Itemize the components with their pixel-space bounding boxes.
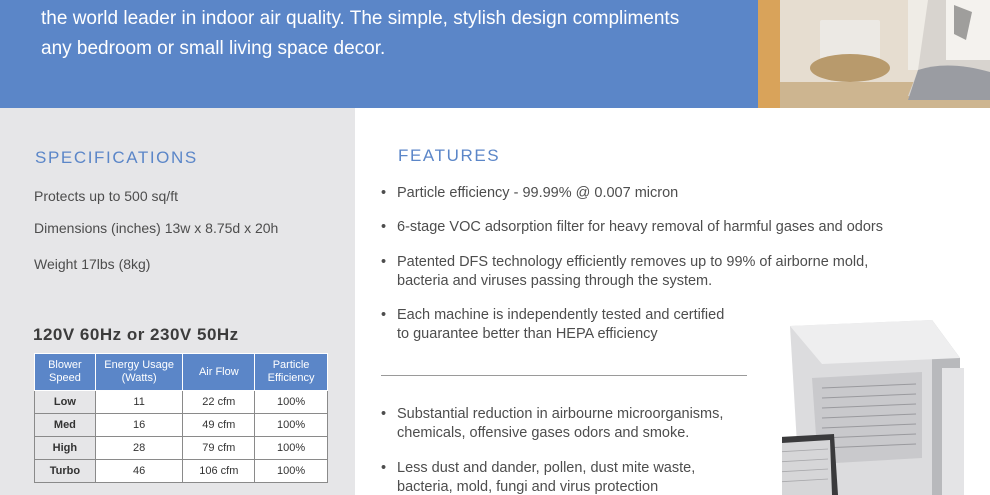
table-cell: 28: [95, 437, 183, 460]
table-row: [35, 414, 328, 437]
table-cell: 100%: [255, 460, 328, 483]
table-cell: 11: [95, 391, 183, 414]
table-cell: 16: [95, 414, 183, 437]
voltage-heading: 120V 60Hz or 230V 50Hz: [33, 325, 239, 344]
feature-text: Less dust and dander, pollen, dust mite waste, bacteria, mold, fungi and virus protection: [397, 460, 696, 495]
header-banner: [0, 0, 758, 108]
table-cell: Med: [35, 414, 96, 437]
spec-weight: Weight 17lbs (8kg): [34, 256, 151, 272]
table-header-cell: Particle Efficiency: [255, 354, 328, 391]
table-row: [35, 391, 328, 414]
table-cell: 106 cfm: [183, 460, 255, 483]
lifestyle-photo: [758, 0, 990, 108]
table-header-row: [35, 354, 328, 391]
feature-item: [381, 184, 781, 203]
banner-text: [41, 4, 751, 64]
specs-table: [34, 353, 328, 483]
feature-item: [381, 405, 781, 443]
table-cell: 100%: [255, 414, 328, 437]
table-cell: Low: [35, 391, 96, 414]
table-cell: 100%: [255, 437, 328, 460]
table-cell: 100%: [255, 391, 328, 414]
table-cell: 79 cfm: [183, 437, 255, 460]
feature-text: Each machine is independently tested and certified to guarantee better than HEPA efficiency: [397, 307, 725, 342]
specifications-title: SPECIFICATIONS: [35, 148, 198, 167]
spec-coverage: Protects up to 500 sq/ft: [34, 188, 178, 204]
table-cell: 46: [95, 460, 183, 483]
feature-item: [381, 459, 781, 495]
spec-dimensions: Dimensions (inches) 13w x 8.75d x 20h: [34, 220, 279, 236]
features-title: FEATURES: [398, 146, 501, 165]
feature-text: Patented DFS technology efficiently removes up to 99% of airborne mold, bacteria and viruses passing through the system.: [397, 254, 869, 289]
feature-text: Particle efficiency - 99.99% @ 0.007 micron: [397, 185, 679, 201]
table-header-cell: Air Flow: [183, 354, 255, 391]
table-cell: 49 cfm: [183, 414, 255, 437]
bullet: •: [381, 219, 387, 235]
table-cell: High: [35, 437, 96, 460]
table-header-cell: Blower Speed: [35, 354, 96, 391]
table-cell: 22 cfm: [183, 391, 255, 414]
table-header-cell: Energy Usage (Watts): [95, 354, 183, 391]
banner-line: the world leader in indoor air quality. The simple, stylish design compliments: [41, 8, 680, 29]
feature-text: Substantial reduction in airbourne microorganisms, chemicals, offensive gases odors and smoke.: [397, 406, 724, 441]
air-purifier-image: [782, 318, 990, 495]
feature-text: 6-stage VOC adsorption filter for heavy removal of harmful gases and odors: [397, 219, 883, 235]
table-cell: Turbo: [35, 460, 96, 483]
feature-item: [381, 253, 941, 291]
banner-line: any bedroom or small living space decor.: [41, 38, 386, 59]
bullet: •: [381, 307, 387, 323]
bullet: •: [381, 185, 387, 201]
bullet: •: [381, 460, 387, 476]
table-row: [35, 437, 328, 460]
feature-item: [381, 218, 951, 237]
feature-item: [381, 306, 781, 344]
divider: [381, 375, 747, 376]
bullet: •: [381, 406, 387, 422]
table-row: [35, 460, 328, 483]
bullet: •: [381, 254, 387, 270]
